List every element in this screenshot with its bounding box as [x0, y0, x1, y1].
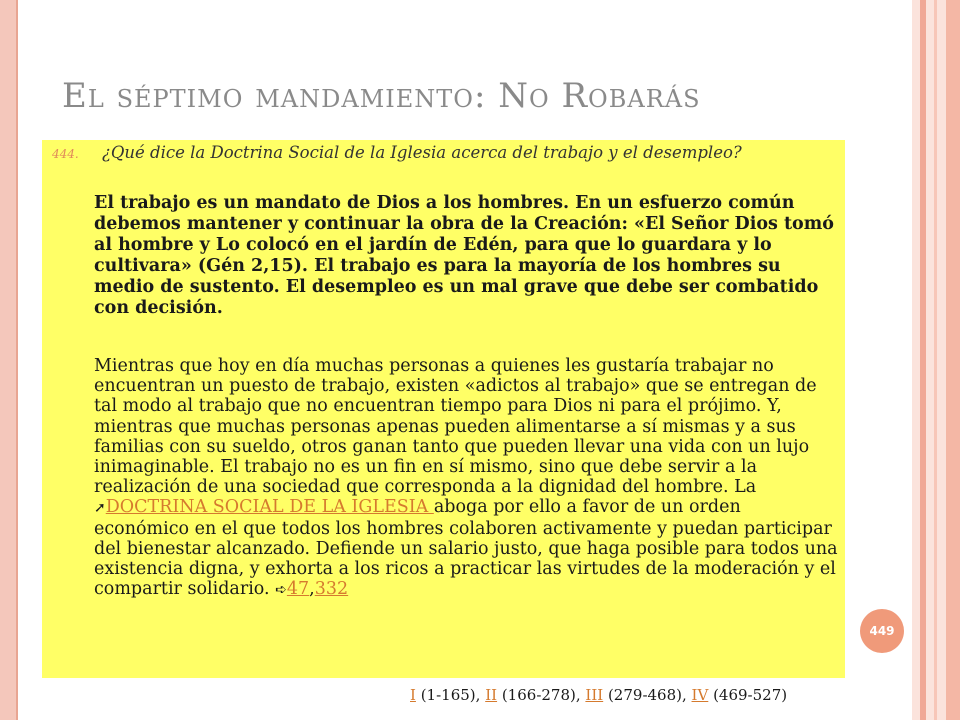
reference-separator: ,: [309, 579, 315, 600]
page-number-badge: 449: [860, 609, 904, 653]
part-3-link[interactable]: III: [585, 686, 604, 704]
body-paragraph: [94, 356, 839, 600]
slide-title: El séptimo mandamiento: No Robarás: [62, 76, 701, 116]
part-4-link[interactable]: IV: [691, 686, 709, 704]
border-stripe: [934, 0, 937, 720]
question-text: ¿Qué dice la Doctrina Social de la Iglesia acerca del trabajo y el desempleo?: [102, 143, 742, 162]
doctrina-social-link[interactable]: DOCTRINA SOCIAL DE LA IGLESIA: [105, 497, 434, 518]
question-number: 444.: [52, 147, 79, 161]
part-range: (469-527): [708, 686, 788, 704]
left-border-decoration: [0, 0, 18, 720]
part-range: (1-165),: [415, 686, 486, 704]
part-range: (279-468),: [603, 686, 692, 704]
answer-text: El trabajo es un mandato de Dios a los hombres. En un esfuerzo común debemos mantener y continuar la obra de la Creación: «El Señor Dios tomó al hombre y Lo colocó en el jardín de Edén, para que lo guardara y lo cultivara» (Gén 2,15). El trabajo es para la mayoría de los hombres su medio de sustento. El desempleo es un mal grave que debe ser combatido con decisión.: [94, 193, 834, 318]
reference-link-332[interactable]: 332: [314, 579, 349, 600]
border-stripe: [920, 0, 926, 720]
right-border-decoration: [912, 0, 960, 720]
part-2-link[interactable]: II: [485, 686, 498, 704]
part-range: (166-278),: [497, 686, 586, 704]
body-text-part: Mientras que hoy en día muchas personas a quienes les gustaría trabajar no encuentran un puesto de trabajo, existen «adictos al trabajo» que se entregan de tal modo al trabajo que no encuentran tiempo para Dios ni para el prójimo. Y, mientras que muchas personas apenas pueden alimentarse a sí mismas y a sus familias con su sueldo, otros ganan tanto que pueden llevar una vida con un lujo inimaginable. El trabajo no es un fin en sí mismo, sino que debe servir a la realización de una sociedad que corresponda a la dignidad del hombre. La: [94, 356, 817, 498]
part-1-link[interactable]: I: [410, 686, 416, 704]
body-text-part: aboga por ello a favor de un orden económico en el que todos los hombres colaboren activamente y puedan participar del bienestar alcanzado. Defiende un salario justo, que haga posible para todos una existencia digna, y exhorta a los ricos a practicar las virtudes de la moderación y el compartir solidario.: [94, 497, 838, 600]
arrow-icon: ➚: [94, 500, 106, 517]
arrow-icon: ➪: [275, 582, 287, 599]
footer-part-navigation: [410, 686, 787, 704]
reference-link-47[interactable]: 47: [286, 579, 310, 600]
border-stripe: [946, 0, 960, 720]
